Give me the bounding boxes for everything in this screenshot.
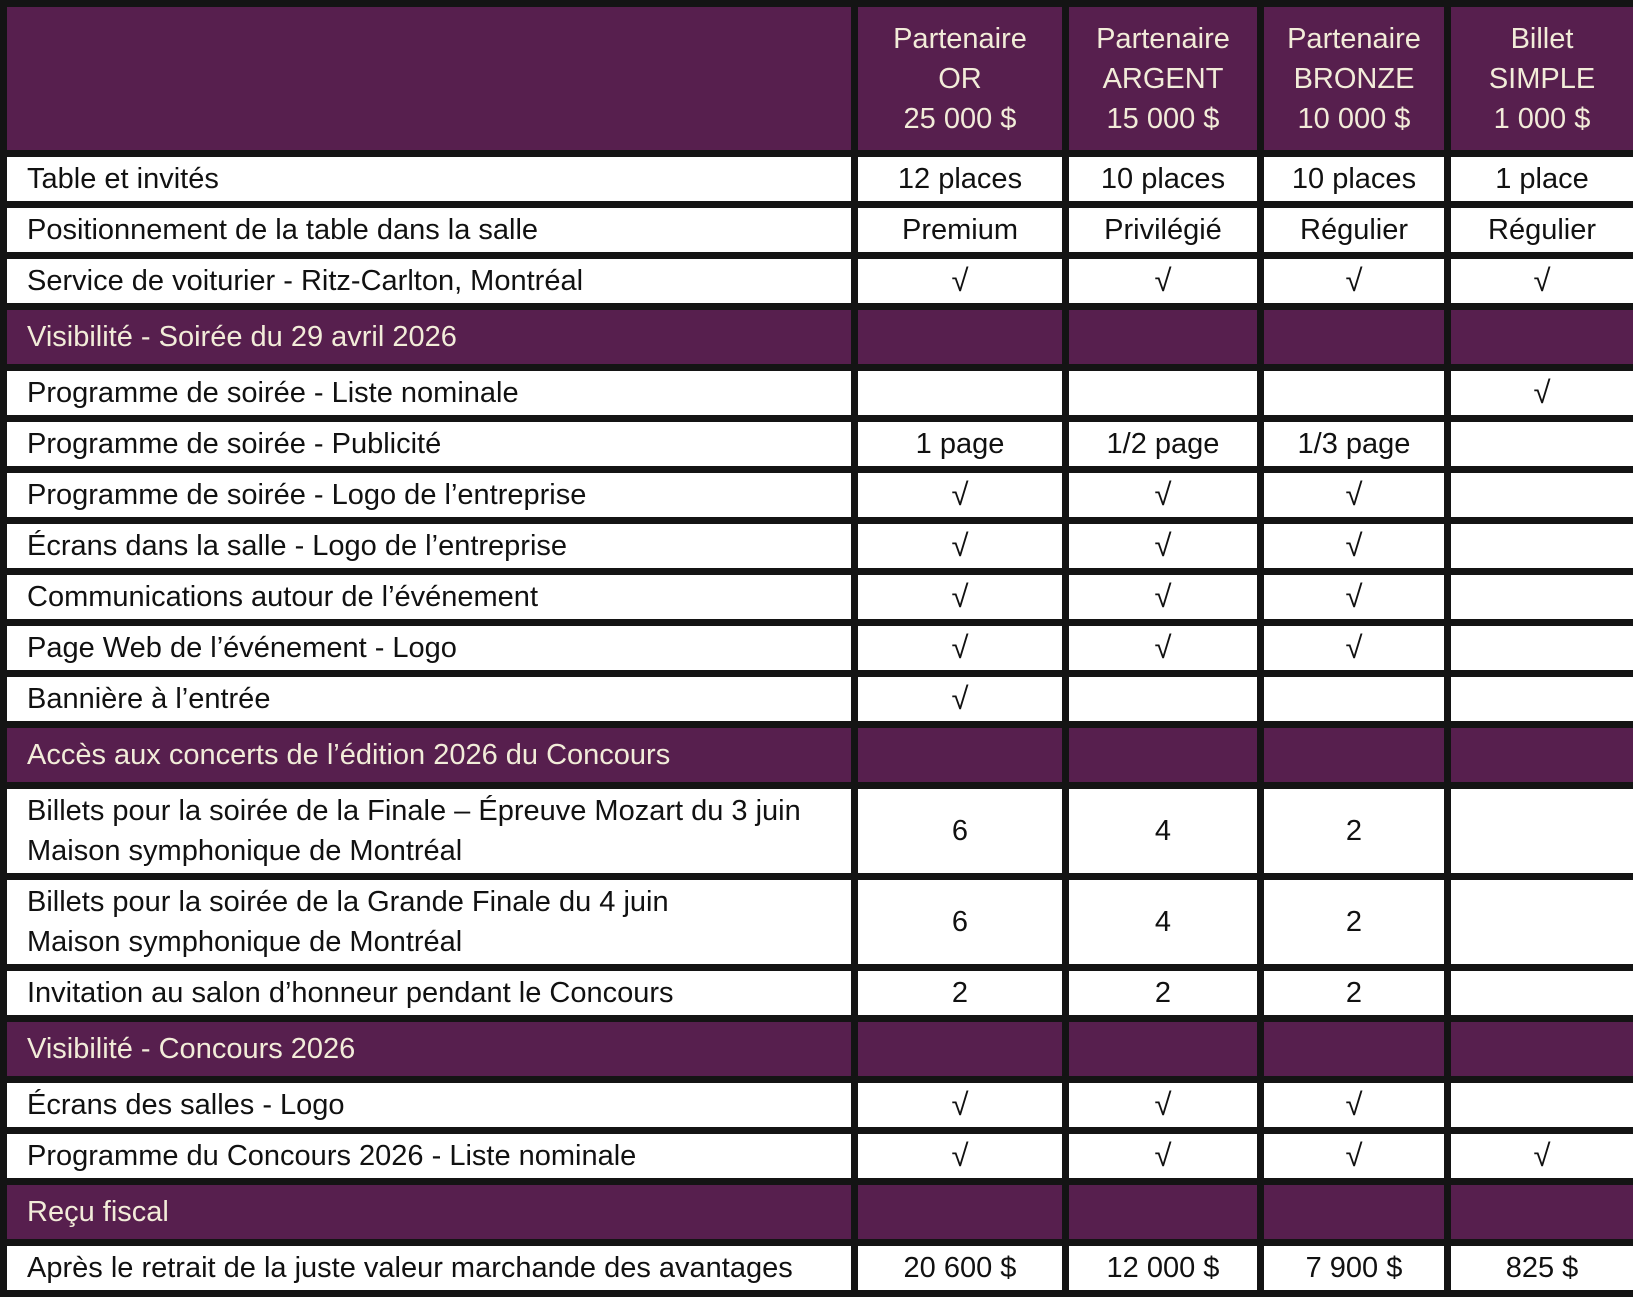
row-label-line: Maison symphonique de Montréal [27,922,841,962]
row-label-line: Billets pour la soirée de la Finale – Épreuve Mozart du 3 juin [27,791,841,831]
table-row [4,572,1633,623]
checkmark-cell: √ [1261,1080,1448,1131]
checkmark-cell: √ [855,256,1066,307]
section-row [4,1182,1633,1243]
column-header-line: 10 000 $ [1264,99,1444,139]
row-label-line: Accès aux concerts de l’édition 2026 du Concours [27,735,841,775]
column-header-line: SIMPLE [1451,59,1633,99]
table-row [4,256,1633,307]
section-cell [1066,1182,1261,1243]
row-label [4,1243,855,1294]
row-label [4,1080,855,1131]
row-label-line: Écrans dans la salle - Logo de l’entreprise [27,526,841,566]
value-cell [1448,877,1633,968]
row-label [4,470,855,521]
section-cell [1261,307,1448,368]
column-header-line: 15 000 $ [1069,99,1257,139]
row-label-line: Positionnement de la table dans la salle [27,210,841,250]
row-label [4,521,855,572]
table-row [4,470,1633,521]
value-cell [1066,674,1261,725]
section-cell [855,1182,1066,1243]
value-cell: 2 [1261,877,1448,968]
row-label-line: Table et invités [27,159,841,199]
row-label [4,205,855,256]
table-row [4,1131,1633,1182]
checkmark-cell: √ [855,1131,1066,1182]
value-cell: 2 [855,968,1066,1019]
row-label [4,623,855,674]
column-header-line: Partenaire [1069,19,1257,59]
row-label [4,154,855,205]
section-header [4,725,855,786]
value-cell: Premium [855,205,1066,256]
row-label-line: Programme de soirée - Logo de l’entreprise [27,475,841,515]
value-cell [1448,470,1633,521]
value-cell: 4 [1066,786,1261,877]
row-label [4,968,855,1019]
value-cell: 6 [855,877,1066,968]
section-row [4,1019,1633,1080]
value-cell [1066,368,1261,419]
checkmark-cell: √ [855,623,1066,674]
row-label [4,674,855,725]
column-header-line: 25 000 $ [858,99,1062,139]
value-cell: 6 [855,786,1066,877]
checkmark-cell: √ [1066,521,1261,572]
value-cell: 7 900 $ [1261,1243,1448,1294]
value-cell [1448,419,1633,470]
value-cell: 1 place [1448,154,1633,205]
row-label [4,256,855,307]
table-row [4,521,1633,572]
section-cell [855,307,1066,368]
value-cell: 2 [1261,786,1448,877]
table-row [4,786,1633,877]
row-label-line: Reçu fiscal [27,1192,841,1232]
value-cell: 1 page [855,419,1066,470]
row-label-line: Visibilité - Soirée du 29 avril 2026 [27,317,841,357]
table-body [4,154,1633,1294]
column-header-line: OR [858,59,1062,99]
checkmark-cell: √ [855,521,1066,572]
section-cell [1448,1182,1633,1243]
section-cell [855,1019,1066,1080]
table-row [4,674,1633,725]
section-header [4,307,855,368]
row-label-line: Visibilité - Concours 2026 [27,1029,841,1069]
value-cell [1448,521,1633,572]
column-header-billet-simple [1448,4,1633,154]
value-cell: Privilégié [1066,205,1261,256]
section-row [4,725,1633,786]
value-cell [1448,623,1633,674]
header-row [4,4,1633,154]
table-row [4,1080,1633,1131]
column-header-line: BRONZE [1264,59,1444,99]
checkmark-cell: √ [855,674,1066,725]
value-cell [1448,674,1633,725]
section-cell [1448,1019,1633,1080]
row-label-line: Maison symphonique de Montréal [27,831,841,871]
column-header-line: ARGENT [1069,59,1257,99]
row-label [4,572,855,623]
table-row [4,368,1633,419]
value-cell: 20 600 $ [855,1243,1066,1294]
row-label-line: Billets pour la soirée de la Grande Finale du 4 juin [27,882,841,922]
row-label [4,786,855,877]
table-row [4,968,1633,1019]
section-header [4,1019,855,1080]
row-label-line: Écrans des salles - Logo [27,1085,841,1125]
value-cell: 2 [1066,968,1261,1019]
value-cell: Régulier [1448,205,1633,256]
checkmark-cell: √ [1261,623,1448,674]
checkmark-cell: √ [1448,1131,1633,1182]
row-label [4,419,855,470]
row-label [4,877,855,968]
value-cell: Régulier [1261,205,1448,256]
value-cell [855,368,1066,419]
checkmark-cell: √ [1261,572,1448,623]
column-header-line: Partenaire [858,19,1062,59]
value-cell: 2 [1261,968,1448,1019]
value-cell [1448,786,1633,877]
column-header-partenaire-or [855,4,1066,154]
table-row [4,205,1633,256]
corner-cell [4,4,855,154]
column-header-partenaire-bronze [1261,4,1448,154]
row-label [4,368,855,419]
section-header [4,1182,855,1243]
value-cell: 4 [1066,877,1261,968]
row-label-line: Après le retrait de la juste valeur marchande des avantages [27,1248,841,1288]
section-cell [1066,307,1261,368]
column-header-line: 1 000 $ [1451,99,1633,139]
value-cell [1448,572,1633,623]
section-cell [1261,1019,1448,1080]
section-cell [1261,725,1448,786]
row-label [4,1131,855,1182]
checkmark-cell: √ [1066,1131,1261,1182]
section-cell [1066,1019,1261,1080]
value-cell [1448,1080,1633,1131]
checkmark-cell: √ [1066,470,1261,521]
row-label-line: Invitation au salon d’honneur pendant le Concours [27,973,841,1013]
value-cell [1261,674,1448,725]
section-cell [1066,725,1261,786]
value-cell: 825 $ [1448,1243,1633,1294]
value-cell [1261,368,1448,419]
table-row [4,877,1633,968]
row-label-line: Programme de soirée - Publicité [27,424,841,464]
table-row [4,1243,1633,1294]
value-cell: 10 places [1261,154,1448,205]
column-header-partenaire-argent [1066,4,1261,154]
checkmark-cell: √ [1448,368,1633,419]
row-label-line: Communications autour de l’événement [27,577,841,617]
row-label-line: Programme du Concours 2026 - Liste nominale [27,1136,841,1176]
table-row [4,623,1633,674]
section-cell [1448,725,1633,786]
row-label-line: Bannière à l’entrée [27,679,841,719]
section-cell [1448,307,1633,368]
checkmark-cell: √ [855,1080,1066,1131]
section-row [4,307,1633,368]
checkmark-cell: √ [1066,623,1261,674]
checkmark-cell: √ [1261,521,1448,572]
value-cell: 1/3 page [1261,419,1448,470]
section-cell [855,725,1066,786]
row-label-line: Page Web de l’événement - Logo [27,628,841,668]
checkmark-cell: √ [1066,572,1261,623]
checkmark-cell: √ [1066,1080,1261,1131]
checkmark-cell: √ [1261,256,1448,307]
value-cell: 12 places [855,154,1066,205]
row-label-line: Service de voiturier - Ritz-Carlton, Montréal [27,261,841,301]
value-cell: 10 places [1066,154,1261,205]
checkmark-cell: √ [1448,256,1633,307]
checkmark-cell: √ [1066,256,1261,307]
column-header-line: Partenaire [1264,19,1444,59]
checkmark-cell: √ [1261,1131,1448,1182]
value-cell: 12 000 $ [1066,1243,1261,1294]
table-row [4,419,1633,470]
checkmark-cell: √ [1261,470,1448,521]
checkmark-cell: √ [855,572,1066,623]
row-label-line: Programme de soirée - Liste nominale [27,373,841,413]
checkmark-cell: √ [855,470,1066,521]
value-cell: 1/2 page [1066,419,1261,470]
column-header-line: Billet [1451,19,1633,59]
value-cell [1448,968,1633,1019]
section-cell [1261,1182,1448,1243]
table-row [4,154,1633,205]
